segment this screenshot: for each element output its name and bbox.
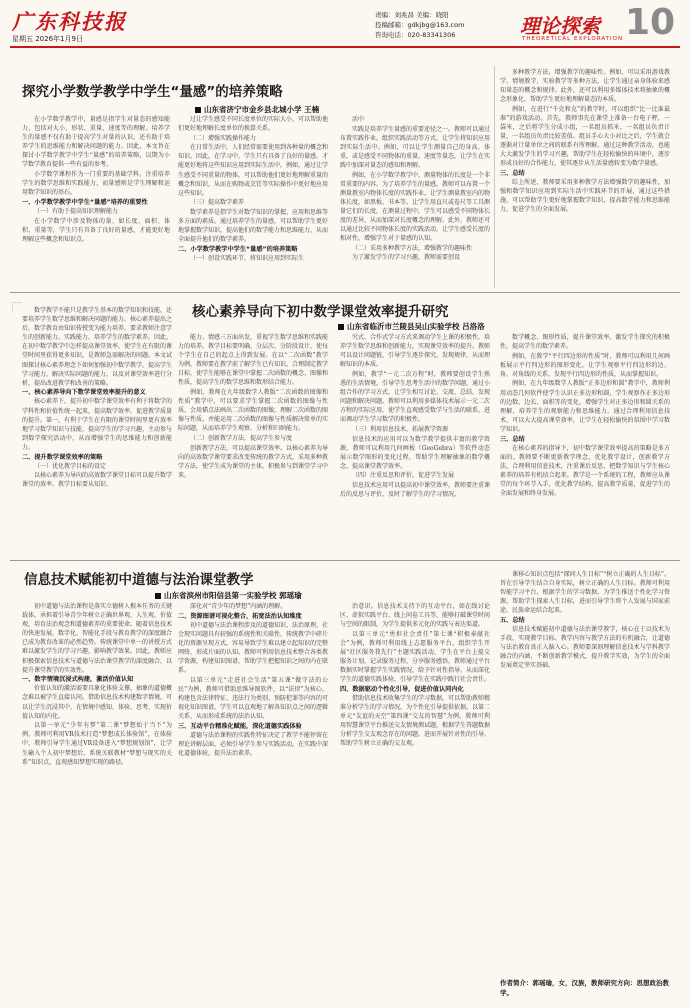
column-rule bbox=[494, 66, 495, 288]
article-paragraph: （一）优化教学目标的设定 bbox=[34, 462, 107, 470]
section-name: 理论探索 bbox=[520, 14, 600, 38]
article-paragraph: 过让学生感受不同长度单位的实际大小，可以帮助他们更好地理解长度单位的换算关系。 bbox=[178, 116, 328, 133]
article-subheading: 二、资源图谱可视化整合，拓宽法治认知维度 bbox=[178, 612, 302, 620]
editor-line: 责编：刘兆昌 美编：晓阳 bbox=[375, 11, 449, 19]
article-paragraph: 例如，教师在九年级数学人教版“二次函数的图像和性质”教学中，可以要求学生掌握二次函数的图像与性质，会用描点法画出二次函数的图像，理解二次函数的图像与性质，并能运用二次函数的图像与性质解决简单的实际问题，从而培养学生观察、分析和归纳能力。 bbox=[178, 389, 328, 433]
article-byline bbox=[155, 590, 302, 601]
article-paragraph: （三）利用信息技术，拓展教学资源 bbox=[352, 425, 449, 433]
article-paragraph: 信息技术的应用可以为数学教学提供丰富的教学资源，教师可以利用几何画板（GeoGebra）等软件动态展示数学图形的变化过程，帮助学生理解抽象的数学概念，提高课堂教学效率。 bbox=[340, 435, 490, 470]
article-paragraph: 在小学数学中涉及物体的量、如长度、面积、体积、重量等，学生只有具备了良好的量感，才能更好地理解这些概念和知识点。 bbox=[22, 217, 170, 243]
article-title: 探究小学数学教学中学生“量感”的培养策略 bbox=[22, 84, 283, 100]
article-subheading: 四、数据驱动个性化引导，促进价值认同内化 bbox=[340, 685, 464, 693]
article-paragraph: 信息技术应用可以提高初中课堂效率，教师要注重课后的反思与评价，及时了解学生的学习情况。 bbox=[340, 482, 490, 499]
article-paragraph: 以第三单元“勇担社会责任”第七课“积极奉献社会”为例，教师可利用线上志愿服务平台，组织学生开展“社区服务我先行”主题实践活动，学生在平台上提交服务计划，记录服务过程、分享服务感悟，教师通过平台数据实时掌握学生实践情况，给予针对性指导，从而深化学生的道德实践体验，引导学生在实践中践行社会责任。 bbox=[340, 630, 490, 684]
article-paragraph: 核心素养下，提升初中数学课堂效率有利于将数学的学科性和价值性统一起来，提高数学效率、促进教学质量的提升。第一，有利于学生在有限的课堂时间里更有效率地学习数学知识与技能、提高学生的学习兴趣，主动参与到数学探究活动中，从而增强学生的思维能力和创新能力。 bbox=[22, 398, 172, 451]
article-paragraph: 价值认知的激活需要具象化体验支撑，抽象的道德概念难以被学生直接认同。借助信息技术构建数字情境，可以让学生沉浸其中，在情境中感知、体验、思考，实现价值认知的内化。 bbox=[22, 685, 172, 720]
article-paragraph: 实践是培养学生量感的重要途径之一。教师可以通过布置实践作业，组织实践活动等方式，让学生将知识应用到实际生活中。例如，可以让学生测量自己的身高、体重，或是感受不同物体的重量，速度等量态，让学生在实践中加深对量态的感知和理解。 bbox=[340, 125, 490, 169]
article-paragraph: 课移心知识点包括“探问人生目标”“树立正确的人生目标”。旨在引导学生结合自身实际，树立正确的人生目标。教师可利用智能学习平台，根据学生的学习数据，为学生推送个性化学习资源，帮助学生探索人生目标，进而引导学生将个人发展与国家前途、民族命运结合起来。 bbox=[500, 571, 670, 615]
article-subheading: 一、数字情境沉浸式构建，激活价值认知 bbox=[22, 676, 134, 684]
article-paragraph: 道德与法治课程的实践性特征决定了教学不能停留在理论讲解层面，必须引导学生参与实践活动，在实践中深化道德体验，提升法治素养。 bbox=[178, 731, 328, 757]
article-paragraph: 创新教学方法，可以提高课堂效率。以核心素养为导向的高效数学课堂要求改变传统的教学方式，采用多种教学方法，使学生成为课堂的主体，积极参与到课堂学习中来。 bbox=[178, 444, 328, 479]
article-paragraph: 治意识。信息技术支持下的互动平台，如在线讨论区、虚拟实践平台、线上问卷工具等，能够打破课堂时间与空间的限制，为学生提供多元化的实践与表达渠道。 bbox=[340, 603, 490, 629]
article-paragraph: 信息技术赋能初中道德与法治课堂教学，核心在于以技术为手段，实现教学目标、教学内容与教学方法的有机融合，让道德与法治教育真正入脑入心。教师要深刻理解信息技术与学科教学融合的内涵，不断创新教学模式，提升教学实效，为学生的全面发展奠定坚实基础。 bbox=[500, 626, 670, 670]
article-column bbox=[22, 602, 172, 1000]
article-paragraph: 在核心素养的指导下，初中数学课堂效率提高的策略是多方面的。教师要不断更新教学理念，优化教学设计，创新教学方法，合理利用信息技术，注重课后反思，把数学知识与学生核心素养的培养有机结合起来。教学是一个系统的工程，教师应从课堂的每个环节入手，优化教学结构，提高教学质量，促进学生的全面发展和终身发展。 bbox=[500, 444, 670, 498]
byline-text: 山东省临沂市兰陵县吴山实验学校 吕洛洛 bbox=[347, 322, 485, 331]
article-subheading: 二、小学数学教学中学生“量感”的培养策略 bbox=[178, 245, 298, 253]
editor-line: 咨询电话：020-83341306 bbox=[375, 31, 456, 39]
article-title: 核心素养导向下初中数学课堂效率提升研究 bbox=[192, 304, 449, 320]
byline-text: 山东省滨州市阳信县第一实验学校 郭瑶瑜 bbox=[164, 591, 302, 600]
article-paragraph: 为了激发学生的学习兴趣，教师需要创设 bbox=[352, 254, 461, 262]
article-paragraph: （四）注重反思和评价，促进学生发展 bbox=[352, 472, 455, 480]
article-paragraph: 例如，在小学数学教学中，测量物体的长度是一个非常重要的内容。为了培养学生的量感，教师可以布置一个测量教室内物体长度的实践作业，让学生测量教室内的物体长度，如黑板、书本等。让学生用直尺或卷尺等工具测量它们的长度，在测量过程中，学生可以感受不同物体长度的差异，从而加深对长度概念的理解。此外，教师还可以通过比较不同物体长度的实践活动，让学生感受长度的相对性，增强学生对于量感的认知。 bbox=[340, 171, 490, 243]
issue-date: 星期五 2026年1月9日 bbox=[12, 35, 83, 43]
article-paragraph: 例如，在九年级数学人教版“正多边形和圆”教学中，教师利用动态几何软件使学生认识正多边形和圆，学生观察作正多边形的边数、边长、面积等的变化，增强学生对正多边形和圆关系的理解，培养学生的观察能力和思维能力。通过合理利用信息技术，可以大大提高课堂效率，让学生在轻松愉快的氛围中学习数学知识。 bbox=[500, 380, 670, 433]
page-number: 10 bbox=[625, 2, 676, 43]
article-paragraph: 小学数学课程作为一门重要的基础学科，注重培养学生的数学思维和实践能力，而量感则是学生理解和运用数学知识的基石。 bbox=[22, 171, 170, 197]
article-subheading: 五、总结 bbox=[500, 616, 525, 624]
article-paragraph: 数学素养是指学生对数学知识的掌握、应用和思维等多方面的素质。通过培养学生的量感，可以帮助学生更好地掌握数学知识，提高他们的数学能力和思维能力，从而全面提升他们的数学素养。 bbox=[178, 208, 328, 244]
newspaper-logo: 广东科技报 bbox=[12, 9, 127, 34]
article-paragraph: 初中道德与法治课程是落实立德树人根本任务的关键载体，承担着引导青少年树立正确世界观、人生观、价值观，培育法治观念和道德素养的重要使命。随着信息技术的快速发展，数字化、智能化手段与教育教学的深度融合已成为教育改革的必然趋势。传统课堂中单一的讲授方式难以激发学生的学习兴趣，影响教学效果。因此，教师应积极探索信息技术与道德与法治课堂教学的深度融合，以提升课堂教学的实效性。 bbox=[22, 603, 172, 674]
article-column bbox=[178, 602, 328, 1000]
article-subheading: 三、总结 bbox=[500, 435, 525, 443]
article-paragraph: 能力、情感三方面出发，重视学生数学思维和实践能力的培养。教学目标要明确、分层次、分阶段设计，使每个学生在自己的起点上得到发展。在以“二次函数”教学为例，教师要在教学前了解学生已有知识，合理制定教学目标，使学生能够在课堂中掌握二次函数的概念、图像和性质，提高学生的数学思维和数形结合能力。 bbox=[178, 334, 328, 387]
article-paragraph: 初中道德与法治课程涉及的道德知识、法治原理，社会现实问题具有较强的系统性和关联性，传统教学中碎片化的资源呈现方式，容易导致学生难以建立起知识的完整网络，形成片面的认知。教师可利用信息技术整合各类教学资源，构建知识图谱，帮助学生把握知识之间的内在联系。 bbox=[178, 621, 328, 675]
article-paragraph: 以第三单元“走进社会生活”第五课“做守法的公民”为例，教师可借助思维导图软件，以“法律”为核心，构建包含法律特征、违法行为类别、预防犯罪等内容的可视化知识图谱，学生可以直观地了解各知识点之间的逻辑关系，从而形成系统的法治认知。 bbox=[178, 676, 328, 721]
section-subtitle: THEORETICAL EXPLORATION bbox=[522, 36, 624, 42]
article-paragraph: 数学教学不能只是教学生基本的数学知识和技能，还要培养学生数学思维和解决问题的能力。核心素养提出之后，数学教育由知识传授变为能力培养，要求教师注意学生的创新能力、实践能力，培养学生的数学素养。因此，在初中数学教学中怎样提高课堂效率，使学生在有限的课堂时间里获得更多知识，是教师急需解决的问题。本文试图探讨核心素养理念下如何加强初中数学教学，提高学生学习能力，解决实际问题的能力，以及对课堂效率进行分析，提出改进教学和改善的策略。 bbox=[22, 307, 172, 387]
byline-text: 山东省济宁市金乡县北城小学 王楠 bbox=[204, 105, 320, 114]
article-subheading: 三、总结 bbox=[500, 170, 525, 178]
article-paragraph: （二）增强实践操作能力 bbox=[190, 134, 257, 142]
article-paragraph: 在小学数学教学中，量感是指学生对量态的感知能力，包括对大小、形状、重量、速度等的理解。培养学生的量感不仅有助于提高学生对量的认识，还有助于培养学生的思维能力和解决问题的能力。因此，本文旨在探讨小学数学教学中学生“量感”的培养策略，以期为小学数学教育提供一些有益的参考。 bbox=[22, 116, 170, 169]
article-subheading: 一、核心素养导向下数学课堂效率提升的意义 bbox=[22, 389, 146, 397]
article-paragraph: 深化对“青少年的梦想”内涵的理解。 bbox=[190, 603, 287, 610]
article-subheading: 一、小学数学教学中学生“量感”培养的重要性 bbox=[22, 198, 148, 206]
article-column bbox=[500, 570, 670, 975]
article-column bbox=[340, 602, 490, 1000]
article-paragraph: 例如，在教学“平行四边形的性质”时，教师可以利用几何画板展示平行四边形的图形变化，让学生观察平行四边形的边、角、对角线的关系，发现平行四边形的性质，从而掌握知识。 bbox=[500, 352, 670, 378]
article-paragraph: 数学概念、图形性质，提升课堂效率，激发学生探究的积极性，提高学生的数学素养。 bbox=[500, 334, 670, 351]
article-paragraph: 以第一单元“少年有梦”第二课“梦想始于当下”为例，教师可利用VR技术打造“梦想成长体验馆”，在体验中，教师引导学生通过VR设备进入“梦想规划馆”，让学生输入个人初中梦想后，系统关联教材“梦想与现实的关系”知识点，直观感知梦想实现的路径。 bbox=[22, 722, 172, 766]
article-paragraph: 在日常生活中，人们经常需要使用到各种量的概念和知识。因此，在学习中，学生只有具备了良好的量感，才能更好地将这些知识应用到实际生活中。例如，通过让学生感受不同重量的物体，可以帮助他们更好地理解重量的概念和知识，从而在购物或烹饪等实际操作中更好地应用这些知识。 bbox=[178, 144, 328, 197]
byline-marker-icon bbox=[155, 593, 161, 599]
article-paragraph: 究式、合作式学习方式来调动学生上课的积极性，培养学生数学思维和创新能力，实现课堂效率的提升。教师可以设计问题链，引导学生逐步探究，发现规律，从而理解知识的本质。 bbox=[340, 334, 490, 369]
article-paragraph: 活中 bbox=[352, 116, 365, 123]
article-title: 信息技术赋能初中道德与法治课堂教学 bbox=[24, 572, 254, 588]
article-paragraph: （一）有助于提高知识理解能力 bbox=[34, 207, 119, 215]
article-paragraph: 例如，教学“一元二次方程”时，教师要创设学生熟悉的生活情境，引导学生思考生活中的数学问题，通过小组合作的学习方式，让学生相互讨论、交流、总结，发现问题和解决问题。教师可以利用多媒体技术展示一元二次方程的实际应用，使学生直观感受数学与生活的联系，进而调动学生学习数学的积极性。 bbox=[340, 370, 490, 424]
article-paragraph: （二）采用多种教学方法，增强教学的趣味性 bbox=[352, 244, 473, 252]
article-paragraph: 综上所述，教师要采用多种教学方法增强数学的趣味性，加强和数学知识应用到实际生活中实践环节的开展，通过这些措施，可以帮助学生更好地掌握数学知识，提高数学能力和思维能力，促进学生的全面发展。 bbox=[500, 179, 670, 214]
article-paragraph: （一）创设实践环节，将知识应用到实际生 bbox=[190, 254, 305, 262]
article-paragraph: 以核心素养为导向的高效数学课堂目标可以提升数学课堂的效率。教学目标要从知识、 bbox=[22, 472, 172, 489]
article-paragraph: 借助信息技术收集学生的学习数据，可以帮助教师精准分析学生的学习情况，为个性化引导提供依据。以第二单元“友谊的天空”第四课“交友的智慧”为例，教师可利用智慧课堂平台推送交友情境测试题，根据学生答题数据分析学生交友观念存在的问题，进而开展针对性的引导，帮助学生树立正确的交友观。 bbox=[340, 694, 490, 748]
article-paragraph: 多种教学方法，增强教学的趣味性。例如，可以采用游戏教学、情境教学、实验教学等多种方法，让学生通过亲身体验来感知量态的概念和规律。此外，还可以利用多媒体技术将抽象的概念形象化，帮助学生更好地理解量态的本质。 bbox=[500, 69, 670, 104]
article-subheading: 二、提升数学课堂效率的策略 bbox=[22, 453, 103, 461]
editor-line: 投稿邮箱：gdkjbg@163.com bbox=[375, 21, 465, 29]
article-paragraph: 例如，在进行“千克和克”的教学时，可以组织“比一比谁最准”的游戏活动。首先，教师事先在课堂上准备一台电子秤，一袋米，之后将学生分成小组，一名组员抓米，一名组员负责计量，一名组员负责比较差值。组员手心大小对比之后，学生就会逐渐对计量单位之间的联系有所理解。通过这种教学活动，也能大大激发学生的学习兴趣，帮助学生在轻松愉快的环境中，逐步形成良好的合作能力，使其逐步从生活量感转变为数学量感。 bbox=[500, 105, 670, 168]
article-subheading: 三、互动平台精准化赋能，深化道德实践体验 bbox=[178, 722, 302, 730]
article-paragraph: （三）提高数学素养 bbox=[190, 199, 245, 207]
article-paragraph: （二）创新教学方法，提高学生参与度 bbox=[190, 435, 293, 443]
author-note: 作者简介：郭瑶瑜，女，汉族，教师研究方向：思想政治教学。 bbox=[500, 979, 669, 997]
